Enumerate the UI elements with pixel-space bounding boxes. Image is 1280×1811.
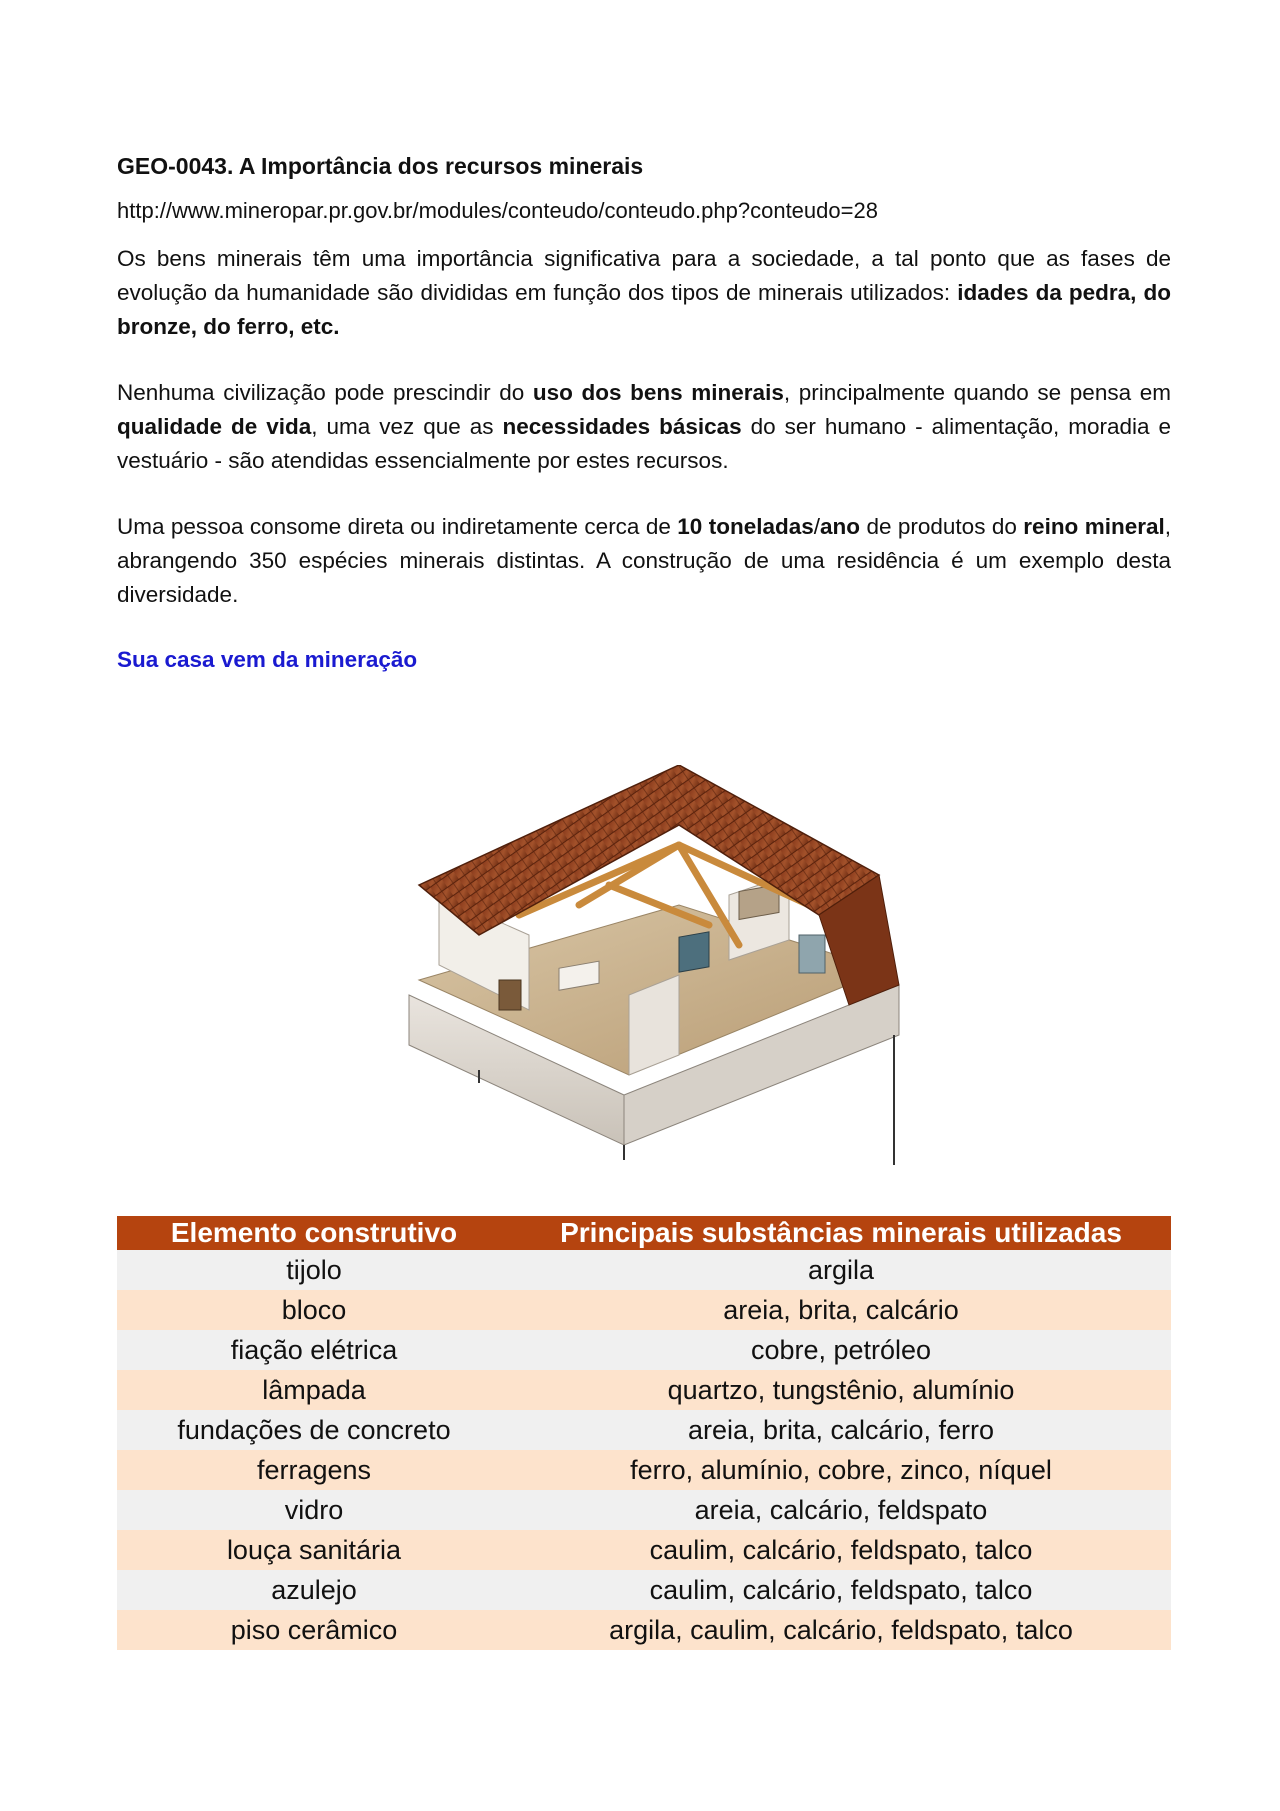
house-cutaway-drawing (379, 765, 909, 1175)
cell-elemento: vidro (117, 1490, 511, 1530)
p3-bold-3: reino mineral (1023, 514, 1165, 539)
table-row (117, 1410, 1171, 1450)
p3-bold-2: ano (820, 514, 861, 539)
cell-substancias: areia, brita, calcário (511, 1290, 1171, 1330)
p2-bold-2: qualidade de vida (117, 414, 312, 439)
p3-text-1: Uma pessoa consome direta ou indiretamente cerca de (117, 514, 678, 539)
table-row (117, 1370, 1171, 1410)
cell-elemento: lâmpada (117, 1370, 511, 1410)
p2-text-2: , principalmente quando se pensa em (783, 380, 1171, 405)
p3-bold-1: 10 toneladas (677, 514, 814, 539)
p1-text-a: Os bens minerais têm uma importância significativa para a sociedade, a tal ponto que as fases de evolução da humanidade são divididas em função dos tipos de minerais utilizados: (117, 246, 1171, 305)
cell-substancias: quartzo, tungstênio, alumínio (511, 1370, 1171, 1410)
section-title: Sua casa vem da mineração (117, 647, 418, 672)
paragraph-3 (117, 510, 1171, 612)
cell-elemento: ferragens (117, 1450, 511, 1490)
p1-bold-a: idades da pedra, do bronze, do ferro, etc. (117, 280, 1171, 339)
cell-substancias: argila, caulim, calcário, feldspato, talco (511, 1610, 1171, 1650)
cell-substancias: cobre, petróleo (511, 1330, 1171, 1370)
table-row (117, 1530, 1171, 1570)
p3-text-3: de produtos do (860, 514, 1024, 539)
p3-text-4: , abrangendo 350 espécies minerais distintas. A construção de uma residência é um exemplo desta diversidade. (117, 514, 1172, 607)
cell-substancias: caulim, calcário, feldspato, talco (511, 1530, 1171, 1570)
p2-text-4: do ser humano - alimentação, moradia e vestuário - são atendidas essencialmente por estes recursos. (117, 414, 1171, 473)
cell-substancias: caulim, calcário, feldspato, talco (511, 1570, 1171, 1610)
minerals-table (117, 1216, 1171, 1650)
table-row (117, 1450, 1171, 1490)
cell-elemento: piso cerâmico (117, 1610, 511, 1650)
cell-elemento: fundações de concreto (117, 1410, 511, 1450)
header-elemento: Elemento construtivo (117, 1216, 511, 1250)
table-row (117, 1330, 1171, 1370)
cell-elemento: fiação elétrica (117, 1330, 511, 1370)
document-page (117, 150, 1172, 1645)
document-title: GEO-0043. A Importância dos recursos minerais (117, 153, 644, 179)
p2-text-3: , uma vez que as (311, 414, 503, 439)
cell-substancias: ferro, alumínio, cobre, zinco, níquel (511, 1450, 1171, 1490)
cell-substancias: areia, calcário, feldspato (511, 1490, 1171, 1530)
cell-elemento: tijolo (117, 1250, 511, 1290)
source-url: http://www.mineropar.pr.gov.br/modules/conteudo/conteudo.php?conteudo=28 (117, 198, 878, 223)
paragraph-1 (117, 242, 1171, 344)
house-cutaway-image (379, 765, 909, 1175)
table-row (117, 1290, 1171, 1330)
table-row (117, 1610, 1171, 1650)
cell-elemento: louça sanitária (117, 1530, 511, 1570)
table-header-row (117, 1216, 1171, 1250)
p2-bold-1: uso dos bens minerais (532, 380, 784, 405)
p3-text-2: / (813, 514, 821, 539)
table-row (117, 1490, 1171, 1530)
p2-bold-3: necessidades básicas (502, 414, 742, 439)
cell-substancias: areia, brita, calcário, ferro (511, 1410, 1171, 1450)
paragraph-2 (117, 376, 1171, 478)
p2-text-1: Nenhuma civilização pode prescindir do (117, 380, 533, 405)
cell-substancias: argila (511, 1250, 1171, 1290)
table-row (117, 1250, 1171, 1290)
table-row (117, 1570, 1171, 1610)
header-substancias: Principais substâncias minerais utilizadas (511, 1216, 1171, 1250)
cell-elemento: bloco (117, 1290, 511, 1330)
cell-elemento: azulejo (117, 1570, 511, 1610)
